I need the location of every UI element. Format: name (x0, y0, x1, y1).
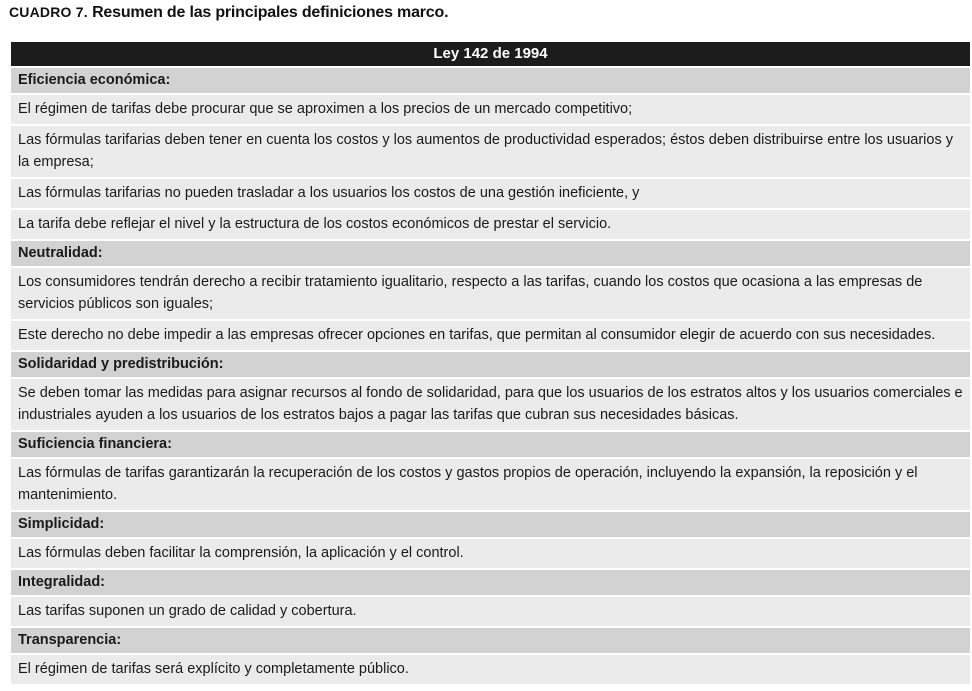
section-heading: Eficiencia económica: (11, 66, 970, 93)
section-heading: Integralidad: (11, 568, 970, 595)
table-header: Ley 142 de 1994 (11, 42, 970, 66)
table-row: El régimen de tarifas será explícito y completamente público. (11, 653, 970, 684)
table-caption (9, 4, 448, 22)
definitions-table (11, 42, 970, 684)
section-heading: Transparencia: (11, 626, 970, 653)
table-row: Las fórmulas de tarifas garantizarán la recuperación de los costos y gastos propios de operación, incluyendo la expansión, la reposición y el mantenimiento. (11, 457, 970, 510)
caption-label: CUADRO 7. (9, 4, 88, 20)
section-heading: Solidaridad y predistribución: (11, 350, 970, 377)
table-row: La tarifa debe reflejar el nivel y la estructura de los costos económicos de prestar el servicio. (11, 208, 970, 239)
table-row: Las fórmulas tarifarias no pueden trasladar a los usuarios los costos de una gestión ineficiente, y (11, 177, 970, 208)
table-row: Las fórmulas tarifarias deben tener en cuenta los costos y los aumentos de productividad esperados; éstos deben distribuirse entre los usuarios y la empresa; (11, 124, 970, 177)
section-heading: Neutralidad: (11, 239, 970, 266)
caption-title: Resumen de las principales definiciones marco. (92, 4, 449, 21)
table-row: Se deben tomar las medidas para asignar recursos al fondo de solidaridad, para que los usuarios de los estratos altos y los usuarios comerciales e industriales ayuden a los usuarios de los estratos bajos a pagar las tarifas que cubran sus necesidades básicas. (11, 377, 970, 430)
section-heading: Suficiencia financiera: (11, 430, 970, 457)
table-row: Las fórmulas deben facilitar la comprensión, la aplicación y el control. (11, 537, 970, 568)
table-row: El régimen de tarifas debe procurar que se aproximen a los precios de un mercado competitivo; (11, 93, 970, 124)
table-row: Este derecho no debe impedir a las empresas ofrecer opciones en tarifas, que permitan al consumidor elegir de acuerdo con sus necesidades. (11, 319, 970, 350)
section-heading: Simplicidad: (11, 510, 970, 537)
table-row: Los consumidores tendrán derecho a recibir tratamiento igualitario, respecto a las tarifas, cuando los costos que ocasiona a las empresas de servicios públicos son iguales; (11, 266, 970, 319)
table-row: Las tarifas suponen un grado de calidad y cobertura. (11, 595, 970, 626)
